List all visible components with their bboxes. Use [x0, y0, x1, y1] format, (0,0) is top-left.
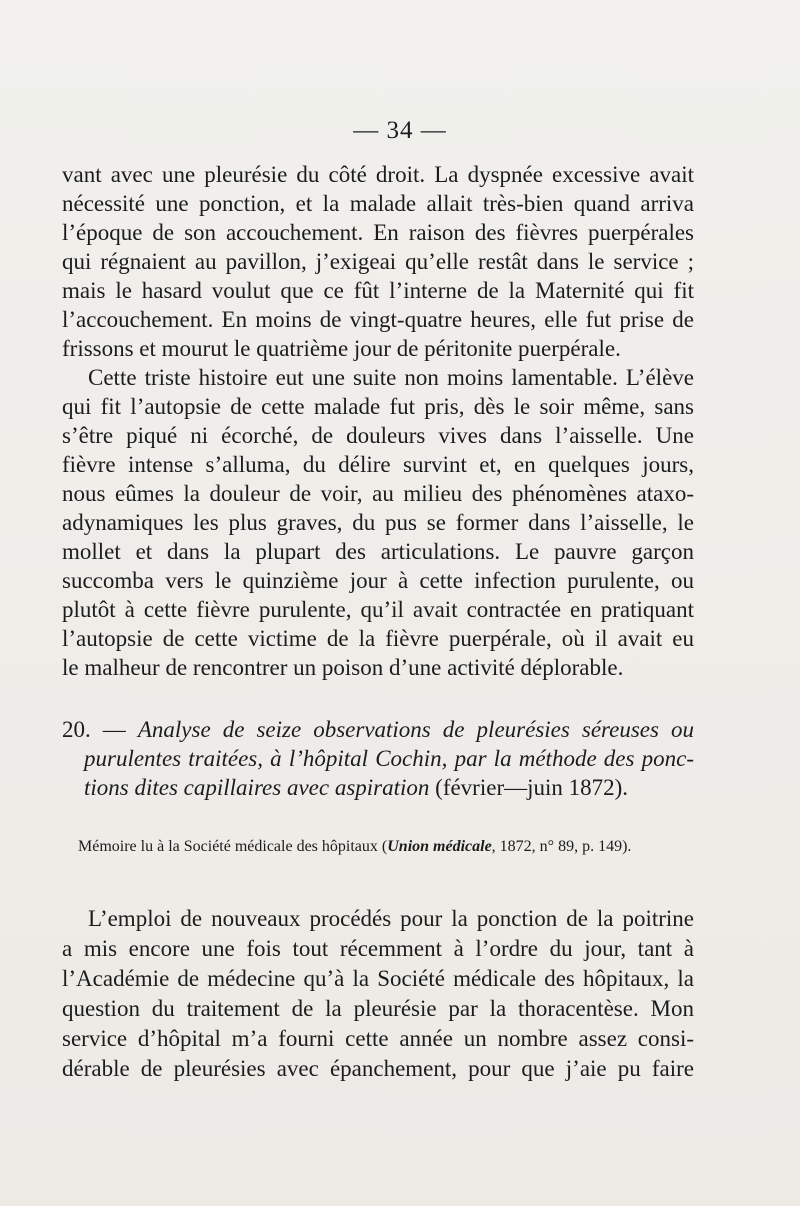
publication-note: Mémoire lu à la Société médicale des hôpitaux (Union médicale, 1872, n° 89, p. 149). [78, 838, 632, 855]
text-line: mollet et dans la plupart des articulations. Le pauvre garçon [62, 539, 694, 564]
text-line: nécessité une ponction, et la malade allait très-bien quand arriva [62, 191, 694, 216]
text-line: dérable de pleurésies avec épanchement, pour que j’aie pu faire [62, 1056, 694, 1081]
text-line: l’époque de son accouchement. En raison des fièvres puerpérales [62, 220, 694, 245]
text-line: frissons et mourut le quatrième jour de péritonite puerpérale. [62, 336, 621, 361]
text-line: mais le hasard voulut que ce fût l’interne de la Maternité qui fit [62, 278, 694, 303]
text-line: service d’hôpital m’a fourni cette année un nombre assez consi- [62, 1026, 694, 1051]
section-heading [62, 715, 694, 802]
text-line: qui régnaient au pavillon, j’exigeai qu’elle restât dans le service ; [62, 249, 694, 274]
text-line: vant avec une pleurésie du côté droit. La dyspnée excessive avait [62, 162, 694, 187]
heading-line [62, 715, 694, 744]
text-line: question du traitement de la pleurésie par la thoracentèse. Mon [62, 996, 694, 1021]
text-line: succomba vers le quinzième jour à cette infection purulente, ou [62, 568, 694, 593]
text-line: plutôt à cette fièvre purulente, qu’il avait contractée en pratiquant [62, 597, 694, 622]
text-line: l’accouchement. En moins de vingt-quatre heures, elle fut prise de [62, 307, 694, 332]
body-text-top [62, 160, 694, 682]
section-number: 20. — [62, 717, 126, 742]
text-line: qui fit l’autopsie de cette malade fut pris, dès le soir même, sans [62, 394, 694, 419]
text-line: l’Académie de médecine qu’à la Société médicale des hôpitaux, la [62, 966, 694, 991]
text-line: L’emploi de nouveaux procédés pour la ponction de la poitrine [88, 906, 694, 931]
text-line: s’être piqué ni écorché, de douleurs vives dans l’aisselle. Une [62, 423, 694, 448]
body-text-bottom [62, 904, 694, 1084]
journal-name: Union médicale [387, 838, 492, 855]
text-line: adynamiques les plus graves, du pus se former dans l’aisselle, le [62, 510, 694, 535]
heading-line: tions dites capillaires avec aspiration (février—juin 1872). [84, 775, 629, 800]
text-line: nous eûmes la douleur de voir, au milieu des phénomènes ataxo- [62, 481, 694, 506]
text-line: l’autopsie de cette victime de la fièvre puerpérale, où il avait eu [62, 626, 694, 651]
text-line: le malheur de rencontrer un poison d’une activité déplorable. [62, 655, 624, 680]
page-number: — 34 — [353, 117, 447, 144]
heading-line: purulentes traitées, à l’hôpital Cochin, par la méthode des ponc- [84, 746, 694, 771]
heading-title: Analyse de seize observations de pleurésies séreuses ou [137, 717, 694, 742]
text-line: a mis encore une fois tout récemment à l’ordre du jour, tant à [62, 936, 694, 961]
text-line: fièvre intense s’alluma, du délire survint et, en quelques jours, [62, 452, 694, 477]
text-line: Cette triste histoire eut une suite non moins lamentable. L’élève [88, 365, 694, 390]
heading-dates: (février—juin 1872). [435, 775, 629, 800]
